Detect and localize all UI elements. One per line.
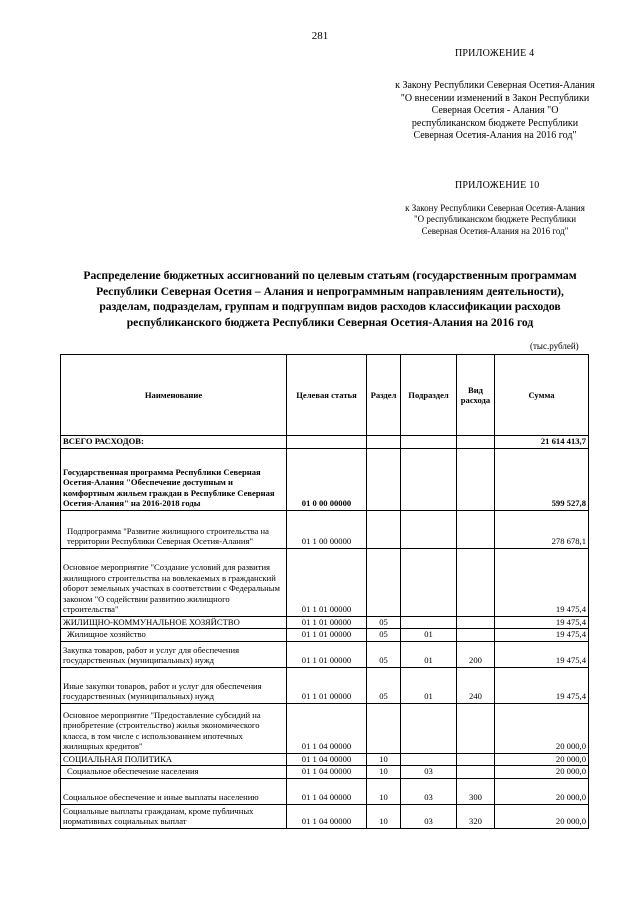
row-target: 01 1 01 00000: [287, 548, 367, 616]
row-name: Социальные выплаты гражданам, кроме публичных нормативных социальных выплат: [61, 804, 287, 828]
row-amount: 20 000,0: [495, 753, 589, 766]
row-target: 01 1 01 00000: [287, 629, 367, 642]
row-section: 10: [367, 804, 401, 828]
row-name: СОЦИАЛЬНАЯ ПОЛИТИКА: [61, 753, 287, 766]
row-expense-type: 240: [457, 667, 495, 703]
row-expense-type: [457, 629, 495, 642]
row-section: 10: [367, 766, 401, 779]
row-name: Иные закупки товаров, работ и услуг для обеспечения государственных (муниципальных) нужд: [61, 667, 287, 703]
header-target: Целевая статья: [287, 355, 367, 436]
table-row: [61, 753, 589, 766]
row-subsection: [401, 448, 457, 510]
row-target: 01 1 04 00000: [287, 753, 367, 766]
row-section: [367, 703, 401, 753]
row-amount: 20 000,0: [495, 703, 589, 753]
row-name: Основное мероприятие "Предоставление субсидий на приобретение (строительство) жилья экономического класса, в том числе с использованием ипотечных жилищных кредитов": [61, 703, 287, 753]
appendix-4-title: ПРИЛОЖЕНИЕ 4: [455, 48, 535, 59]
row-amount: 599 527,8: [495, 448, 589, 510]
row-subsection: 03: [401, 778, 457, 804]
row-amount: 19 475,4: [495, 616, 589, 629]
row-target: [287, 436, 367, 449]
row-subsection: 03: [401, 766, 457, 779]
row-target: 01 1 01 00000: [287, 616, 367, 629]
row-section: 05: [367, 616, 401, 629]
page-number: 281: [311, 30, 329, 42]
table-row: [61, 629, 589, 642]
header-section: Раздел: [367, 355, 401, 436]
row-expense-type: 200: [457, 641, 495, 667]
row-target: 01 1 04 00000: [287, 804, 367, 828]
appendix-10-reference: к Закону Республики Северная Осетия-Алания "О республиканском бюджете Республики Северная Осетия-Алания на 2016 год": [405, 203, 585, 236]
row-subsection: 01: [401, 667, 457, 703]
row-target: 01 1 01 00000: [287, 641, 367, 667]
row-subsection: 01: [401, 641, 457, 667]
row-amount: 19 475,4: [495, 629, 589, 642]
table-row: [61, 616, 589, 629]
table-row: [61, 448, 589, 510]
row-name: Социальное обеспечение населения: [61, 766, 287, 779]
appendix-10-title: ПРИЛОЖЕНИЕ 10: [455, 180, 540, 191]
document-title: Распределение бюджетных ассигнований по целевым статьям (государственным программам Республики Северная Осетия – Алания и непрограммным направлениям деятельности), разделам, подразделам, группам и подгруппам видов расходов классификации расходов республиканского бюджета Республики Северная Осетия-Алания на 2016 год: [83, 269, 577, 329]
row-subsection: [401, 510, 457, 548]
row-expense-type: [457, 510, 495, 548]
row-expense-type: [457, 703, 495, 753]
row-section: 05: [367, 667, 401, 703]
table-row: [61, 703, 589, 753]
row-expense-type: [457, 616, 495, 629]
row-amount: 19 475,4: [495, 667, 589, 703]
row-name: Основное мероприятие "Создание условий для развития жилищного строительства на вовлекаемых в гражданский оборот земельных участках в соответствии с Федеральным законом "О содействии развитию жилищного строительства": [61, 548, 287, 616]
header-amount: Сумма: [495, 355, 589, 436]
row-subsection: [401, 616, 457, 629]
row-subsection: [401, 703, 457, 753]
appendix-4-reference: к Закону Республики Северная Осетия-Алания "О внесении изменений в Закон Республики Северная Осетия - Алания "О республиканском бюджете Республики Северная Осетия-Алания на 2016 год": [395, 80, 595, 142]
row-subsection: [401, 436, 457, 449]
row-target: 01 1 01 00000: [287, 667, 367, 703]
row-name: Подпрограмма "Развитие жилищного строительства на территории Республики Северная Осетия-Алания": [61, 510, 287, 548]
table-row: [61, 436, 589, 449]
table-row: [61, 641, 589, 667]
table-row: [61, 510, 589, 548]
unit-note: (тыс.рублей): [530, 341, 579, 351]
row-name: ЖИЛИЩНО-КОММУНАЛЬНОЕ ХОЗЯЙСТВО: [61, 616, 287, 629]
row-amount: 19 475,4: [495, 641, 589, 667]
row-target: 01 0 00 00000: [287, 448, 367, 510]
row-section: 05: [367, 641, 401, 667]
row-name: Закупка товаров, работ и услуг для обеспечения государственных (муниципальных) нужд: [61, 641, 287, 667]
row-name: ВСЕГО РАСХОДОВ:: [61, 436, 287, 449]
row-target: 01 1 04 00000: [287, 703, 367, 753]
row-section: 05: [367, 629, 401, 642]
row-amount: 20 000,0: [495, 778, 589, 804]
row-expense-type: [457, 766, 495, 779]
table-row: [61, 766, 589, 779]
header-subsection: Подраздел: [401, 355, 457, 436]
row-expense-type: [457, 448, 495, 510]
table-row: [61, 667, 589, 703]
row-section: [367, 510, 401, 548]
row-amount: 20 000,0: [495, 766, 589, 779]
row-subsection: 03: [401, 804, 457, 828]
table-row: [61, 804, 589, 828]
row-expense-type: 320: [457, 804, 495, 828]
row-expense-type: [457, 548, 495, 616]
header-name: Наименование: [61, 355, 287, 436]
row-name: Социальное обеспечение и иные выплаты населению: [61, 778, 287, 804]
row-target: 01 1 04 00000: [287, 766, 367, 779]
row-amount: 20 000,0: [495, 804, 589, 828]
row-expense-type: [457, 753, 495, 766]
budget-table: [60, 354, 589, 829]
row-expense-type: 300: [457, 778, 495, 804]
row-subsection: [401, 548, 457, 616]
table-row: [61, 548, 589, 616]
row-section: [367, 548, 401, 616]
row-amount: 19 475,4: [495, 548, 589, 616]
table-header-row: [61, 355, 589, 436]
row-name: Жилищное хозяйство: [61, 629, 287, 642]
row-target: 01 1 00 00000: [287, 510, 367, 548]
row-expense-type: [457, 436, 495, 449]
row-subsection: [401, 753, 457, 766]
row-subsection: 01: [401, 629, 457, 642]
row-section: [367, 436, 401, 449]
row-section: 10: [367, 753, 401, 766]
row-name: Государственная программа Республики Северная Осетия-Алания "Обеспечение доступным и комфортным жильем граждан в Республике Северная Осетия-Алания" на 2016-2018 годы: [61, 448, 287, 510]
row-target: 01 1 04 00000: [287, 778, 367, 804]
row-amount: 278 678,1: [495, 510, 589, 548]
table-row: [61, 778, 589, 804]
row-amount: 21 614 413,7: [495, 436, 589, 449]
row-section: [367, 448, 401, 510]
row-section: 10: [367, 778, 401, 804]
header-expense-type: Вид расхода: [457, 355, 495, 436]
